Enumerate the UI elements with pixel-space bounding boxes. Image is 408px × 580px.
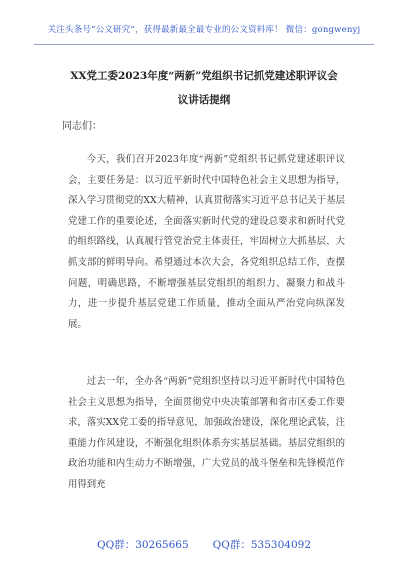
header-promo-text: 关注头条号“公文研究”，获得最新最全最专业的公文资料库！ 微信：gongwenyj xyxy=(47,25,361,35)
salutation: 同志们： xyxy=(62,121,102,132)
document-title-line-1: XX党工委2023年度“两新”党组织书记抓党建述职评议会 xyxy=(70,70,338,82)
header-divider xyxy=(34,44,374,45)
footer-qq-group-1: QQ群：30265665 xyxy=(96,539,189,551)
document-title-line-2: 议讲话提纲 xyxy=(177,94,231,106)
document-title xyxy=(40,64,368,112)
footer-qq-group-2: QQ群：535304092 xyxy=(212,539,311,551)
body-paragraph: 过去一年，全办各“两新”党组织坚持以习近平新时代中国特色社会主义思想为指导，全面贯彻党中央决策部署和省市区委工作要求，落实XX党工委的指导意见，加强政治建设，深化理论武装，注重能力作风建设，不断强化组织体系夯实基层基础。基层党组织的政治功能和内生动力不断增强，广大党员的战斗堡垒和先锋模范作用得到充 xyxy=(68,376,345,490)
body-paragraph: 今天，我们召开2023年度“两新”党组织书记抓党建述职评议会，主要任务是：以习近平新时代中国特色社会主义思想为指导，深入学习贯彻党的XX大精神，认真贯彻落实习近平总书记关于基层党建工作的重要论述，全面落实新时代党的建设总要求和新时代党的组织路线，认真履行管党治党主体责任，牢固树立大抓基层、大抓支部的鲜明导向。希望通过本次大会，各党组织总结工作，查摆问题，明确思路，不断增强基层党组织的组织力、凝聚力和战斗力，进一步提升基层党建工作质量，推动全面从严治党向纵深发展。 xyxy=(68,154,345,330)
footer-qq-groups xyxy=(0,537,408,552)
